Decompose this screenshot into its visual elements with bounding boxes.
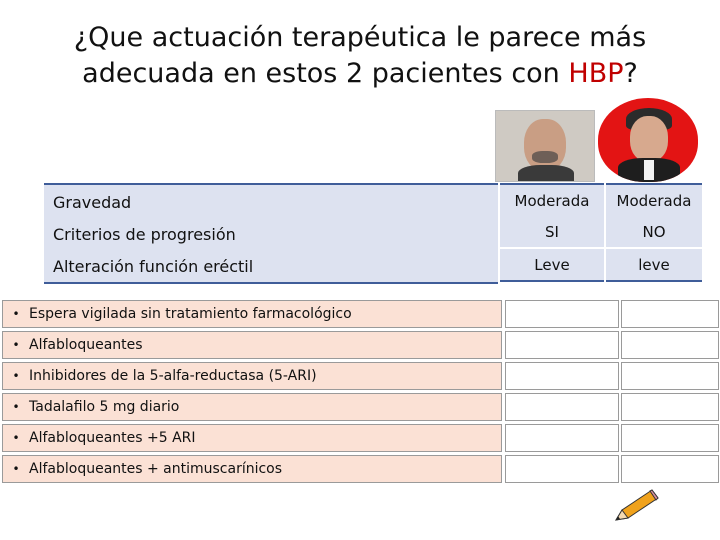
pencil-icon	[612, 488, 660, 524]
bullet-icon: •	[12, 369, 20, 383]
option-label: Espera vigilada sin tratamiento farmacológico	[29, 306, 352, 322]
patient-2-progresion: NO	[606, 217, 702, 247]
bullet-icon: •	[12, 431, 20, 445]
criteria-label-erectil: Alteración función eréctil	[53, 257, 254, 276]
answer-box-patient-2[interactable]	[621, 455, 719, 483]
bullet-icon: •	[12, 400, 20, 414]
patient-2-erectil: leve	[606, 249, 702, 282]
answer-box-patient-1[interactable]	[505, 300, 619, 328]
title-highlight-hbp: HBP	[568, 58, 624, 89]
patient-2-gravedad: Moderada	[606, 183, 702, 217]
title-line-2-end: ?	[623, 58, 638, 89]
answer-box-patient-1[interactable]	[505, 455, 619, 483]
option-label: Inhibidores de la 5-alfa-reductasa (5-ARI)	[29, 368, 317, 384]
title-line-2-text: adecuada en estos 2 pacientes con	[82, 58, 569, 89]
criteria-label-gravedad: Gravedad	[53, 193, 132, 212]
title-line-2	[40, 56, 680, 92]
answer-box-patient-1[interactable]	[505, 362, 619, 390]
patient-1-progresion: SI	[500, 217, 604, 247]
option-label: Tadalafilo 5 mg diario	[29, 399, 180, 415]
option-row[interactable]	[2, 362, 502, 390]
answer-box-patient-1[interactable]	[505, 393, 619, 421]
bullet-icon: •	[12, 338, 20, 352]
answer-box-patient-2[interactable]	[621, 424, 719, 452]
patient-1-photo	[495, 110, 595, 182]
patient-1-gravedad: Moderada	[500, 183, 604, 217]
answer-box-patient-2[interactable]	[621, 331, 719, 359]
criteria-panel	[44, 183, 498, 284]
bullet-icon: •	[12, 462, 20, 476]
answer-box-patient-2[interactable]	[621, 362, 719, 390]
option-label: Alfabloqueantes +5 ARI	[29, 430, 196, 446]
option-row[interactable]	[2, 455, 502, 483]
option-label: Alfabloqueantes + antimuscarínicos	[29, 461, 283, 477]
option-row[interactable]	[2, 331, 502, 359]
answer-box-patient-2[interactable]	[621, 300, 719, 328]
bullet-icon: •	[12, 307, 20, 321]
patient-1-erectil: Leve	[500, 249, 604, 282]
title-line-1: ¿Que actuación terapéutica le parece más	[73, 22, 647, 53]
option-row[interactable]	[2, 424, 502, 452]
answer-box-patient-1[interactable]	[505, 424, 619, 452]
option-label: Alfabloqueantes	[29, 337, 143, 353]
patient-2-photo	[598, 98, 698, 182]
slide-title	[40, 20, 680, 92]
answer-box-patient-1[interactable]	[505, 331, 619, 359]
criteria-label-progresion: Criterios de progresión	[53, 225, 236, 244]
option-row[interactable]	[2, 300, 502, 328]
option-row[interactable]	[2, 393, 502, 421]
answer-box-patient-2[interactable]	[621, 393, 719, 421]
